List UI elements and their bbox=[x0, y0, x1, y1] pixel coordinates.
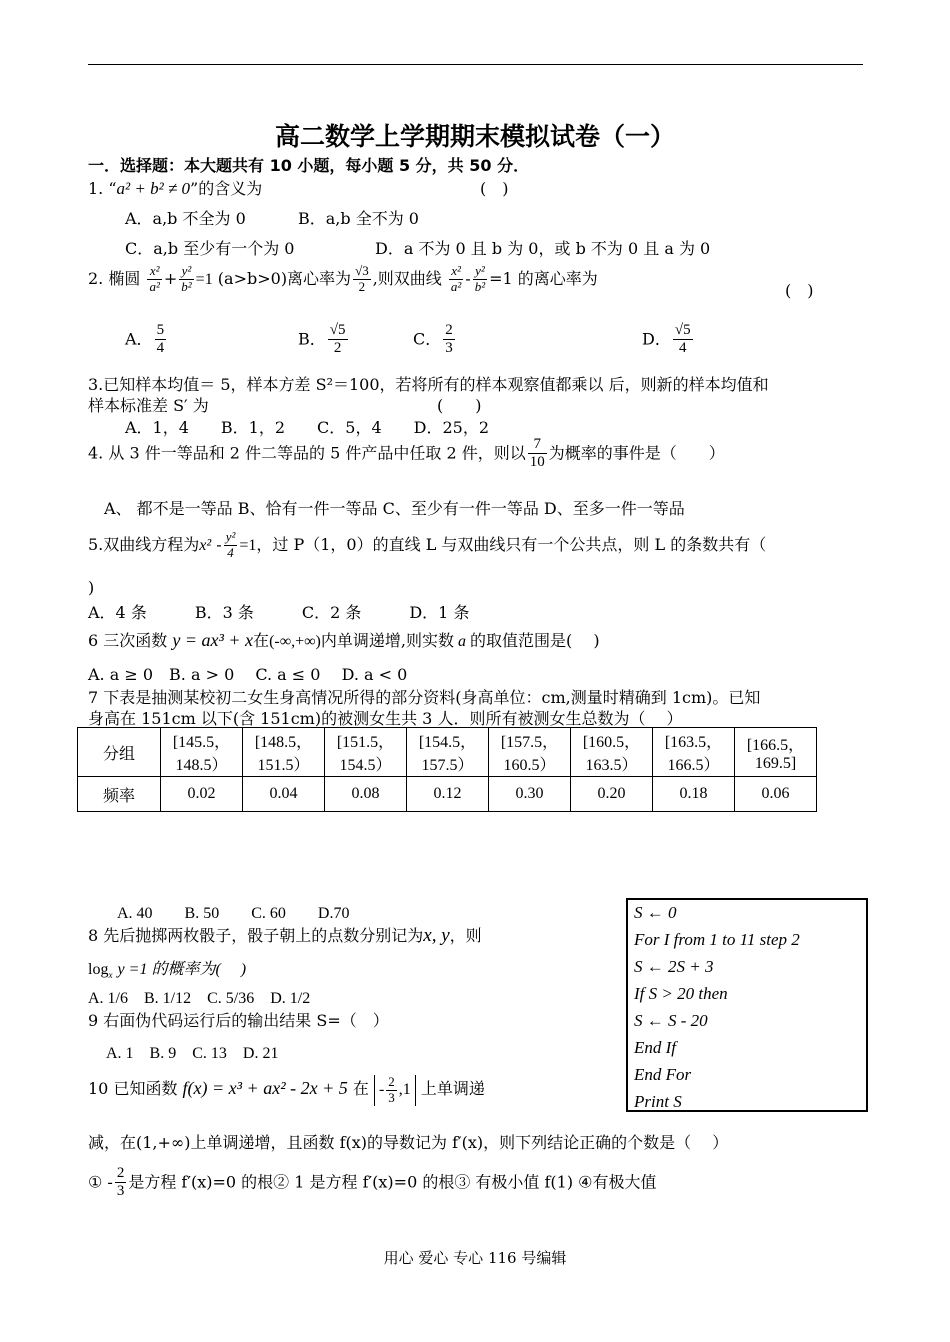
q2-option-d: D． $\frac{√5}{4}$ bbox=[642, 322, 691, 357]
table-cell: 0.04 bbox=[243, 777, 325, 812]
q4-options: A、 都不是一等品 B、恰有一件一等品 C、至少有一件一等品 D、至多一件一等品 bbox=[104, 499, 685, 518]
question-3-line2: 样本标准差 S′ 为 bbox=[88, 396, 209, 415]
code-line: S ← S - 20 bbox=[634, 1011, 708, 1030]
table-header-group: 分组 bbox=[78, 728, 161, 777]
question-10-line3: ① - $\frac{2}{3}$ 是方程 f′(x)=0 的根② 1 是方程 f′(x)=0 的根③ 有极小值 f(1) ④有极大值 bbox=[88, 1165, 657, 1200]
table-cell: 0.18 bbox=[653, 777, 735, 812]
table-cell: [163.5， 166.5） bbox=[653, 728, 735, 777]
section-heading: 一．选择题：本大题共有 10 小题，每小题 5 分，共 50 分． bbox=[88, 156, 530, 175]
q2-option-c: C． $\frac{2}{3}$ bbox=[413, 322, 453, 357]
q1-expression: a² + b² ≠ 0 bbox=[116, 179, 191, 198]
table-cell: 0.30 bbox=[489, 777, 571, 812]
q1-option-b: B．a,b 全不为 0 bbox=[298, 209, 419, 228]
frequency-table bbox=[77, 727, 817, 812]
table-cell: 0.20 bbox=[571, 777, 653, 812]
question-5-close: ) bbox=[88, 578, 95, 597]
table-cell: [166.5， 169.5] bbox=[735, 728, 817, 777]
table-cell: [151.5， 154.5） bbox=[325, 728, 407, 777]
q2-ellipse-term1: $\frac{\text{x²}}{\text{a²}}$ bbox=[149, 263, 160, 294]
question-10-line1: 10 已知函数 f(x) = x³ + ax² - 2x + 5 在 - $\frac{2}{3}$ ,1 上单调递 bbox=[88, 1074, 485, 1105]
table-cell: 0.08 bbox=[325, 777, 407, 812]
q1-answer-bracket: ( ) bbox=[480, 179, 509, 198]
question-7-line1: 7 下表是抽测某校初二女生身高情况所得的部分资料(身高单位：cm,测量时精确到 1cm)。已知 bbox=[88, 688, 761, 707]
code-line: If S > 20 then bbox=[634, 984, 728, 1003]
q2-option-b: B． $\frac{√5}{2}$ bbox=[298, 322, 346, 357]
q6-options: A. a ≥ 0 B. a > 0 C. a ≤ 0 D. a < 0 bbox=[88, 665, 408, 684]
q3-options: A．1，4 B．1，2 C．5，4 D．25，2 bbox=[125, 418, 490, 437]
q7-options: A. 40 B. 50 C. 60 D.70 bbox=[117, 905, 350, 922]
question-8-line1: 8 先后抛掷两枚骰子，骰子朝上的点数分别记为x, y，则 bbox=[88, 925, 482, 946]
question-10-line2: 减，在(1,+∞)上单调递增，且函数 f(x)的导数记为 f′(x)，则下列结论正确的个数是（ ） bbox=[88, 1133, 729, 1152]
code-line: S ← 0 bbox=[634, 903, 677, 922]
question-2: 2. 椭圆 $\frac{\text{x²}}{\text{a²}}$ + $\frac{\text{y²}}{\text{b²}}$ =1 (a>b>0)离心率为 $\frac{√3}{2}$ ,则双曲线 $\frac{\text{x²}}{\text{a²}}$ - $\frac{\text{y²}}{\text{b²}}$ =1 的离心率为 bbox=[88, 263, 598, 294]
q2-eccentricity: $\frac{√3}{2}$ bbox=[355, 263, 369, 294]
q5-options: A．4 条 B．3 条 C．2 条 D．1 条 bbox=[88, 603, 470, 622]
table-cell: 0.12 bbox=[407, 777, 489, 812]
table-cell: 0.02 bbox=[161, 777, 243, 812]
q1-option-a: A．a,b 不全为 0 bbox=[125, 209, 246, 228]
pseudocode-box bbox=[626, 898, 868, 1112]
table-cell: 0.06 bbox=[735, 777, 817, 812]
question-7-line2: 身高在 151cm 以下(含 151cm)的被测女生共 3 人．则所有被测女生总数为（ ） bbox=[88, 709, 683, 728]
q1-option-d: D．a 不为 0 且 b 为 0，或 b 不为 0 且 a 为 0 bbox=[375, 239, 711, 258]
table-cell: [148.5， 151.5） bbox=[243, 728, 325, 777]
question-9: 9 右面伪代码运行后的输出结果 S=（ ） bbox=[88, 1011, 389, 1030]
table-cell: [160.5， 163.5） bbox=[571, 728, 653, 777]
question-1: 1. “a² + b² ≠ 0”的含义为 bbox=[88, 179, 263, 198]
table-cell: [145.5， 148.5） bbox=[161, 728, 243, 777]
code-line: Print S bbox=[634, 1092, 682, 1111]
code-line: For I from 1 to 11 step 2 bbox=[634, 930, 800, 949]
q2-ellipse-term2: $\frac{\text{y²}}{\text{b²}}$ bbox=[181, 263, 192, 294]
question-3-line1: 3.已知样本均值＝ 5，样本方差 S²＝100，若将所有的样本观察值都乘以 后，则新的样本均值和 bbox=[88, 375, 769, 394]
code-line: End For bbox=[634, 1065, 692, 1084]
q3-answer-bracket: ( ) bbox=[437, 396, 482, 415]
q8-options: A. 1/6 B. 1/12 C. 5/36 D. 1/2 bbox=[88, 990, 311, 1007]
code-line: End If bbox=[634, 1038, 677, 1057]
q9-options: A. 1 B. 9 C. 13 D. 21 bbox=[106, 1045, 279, 1062]
q1-option-c: C．a,b 至少有一个为 0 bbox=[125, 239, 295, 258]
page-footer: 用心 爱心 专心 116 号编辑 bbox=[383, 1249, 567, 1267]
q2-hyperbola-term2: $\frac{\text{y²}}{\text{b²}}$ bbox=[474, 263, 486, 294]
page-title: 高二数学上学期期末模拟试卷（一） bbox=[274, 122, 675, 151]
q2-hyperbola-term1: $\frac{\text{x²}}{\text{a²}}$ bbox=[450, 263, 462, 294]
table-row-frequencies bbox=[78, 777, 817, 812]
q2-answer-bracket: ( ) bbox=[785, 281, 814, 300]
question-5: 5.双曲线方程为x² - $\frac{\text{y²}}{4}$ =1，过 P（1，0）的直线 L 与双曲线只有一个公共点，则 L 的条数共有（ bbox=[88, 529, 767, 560]
table-cell: [157.5， 160.5） bbox=[489, 728, 571, 777]
table-header-frequency: 频率 bbox=[78, 777, 161, 812]
q10-interval: - $\frac{2}{3}$ ,1 bbox=[374, 1075, 416, 1106]
question-6: 6 三次函数 y = ax³ + x在(-∞,+∞)内单调递增,则实数 a 的取值范围是( ) bbox=[88, 630, 600, 650]
header-rule bbox=[88, 64, 863, 65]
question-4: 4. 从 3 件一等品和 2 件二等品的 5 件产品中任取 2 件，则以 $\frac{7}{10}$ 为概率的事件是（ ） bbox=[88, 436, 725, 471]
question-8-line2: $\log_x y =1$ 的概率为( ) bbox=[88, 961, 247, 981]
table-cell: [154.5， 157.5） bbox=[407, 728, 489, 777]
table-row-groups bbox=[78, 728, 817, 777]
q2-option-a: A． $\frac{5}{4}$ bbox=[125, 322, 165, 357]
code-line: S ← 2S + 3 bbox=[634, 957, 714, 976]
